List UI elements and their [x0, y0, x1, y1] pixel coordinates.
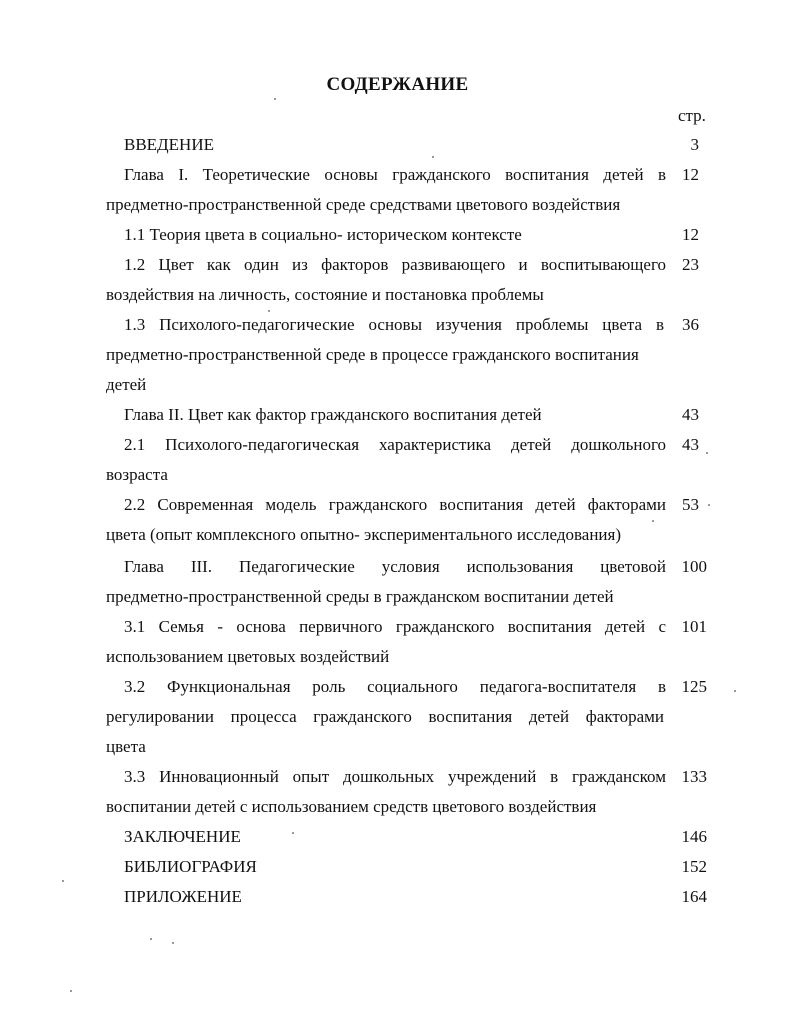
toc-entry-line: БИБЛИОГРАФИЯ [124, 857, 257, 876]
toc-entry-line: детей [106, 375, 147, 394]
toc-entry-line: предметно-пространственной среде в процессе гражданского воспитания [106, 345, 639, 364]
toc-entry-line: цвета (опыт комплексного опытно- экспериментального исследования) [106, 525, 622, 544]
toc-entry-line: Глава III. Педагогические условия использования цветовой [124, 557, 666, 576]
toc-entry-page: 3 [690, 135, 699, 154]
scan-speck [150, 938, 152, 940]
toc-entry-line: цвета [106, 737, 146, 756]
toc-entry-line: ЗАКЛЮЧЕНИЕ [124, 827, 241, 846]
page-title: СОДЕРЖАНИЕ [326, 74, 469, 95]
scan-speck [652, 520, 654, 522]
scan-speck [706, 452, 708, 454]
toc-entry-line: Глава I. Теоретические основы гражданского воспитания детей в [124, 165, 666, 184]
toc-entry-line: ВВЕДЕНИЕ [124, 135, 214, 154]
toc-entry-line: предметно-пространственной среде средствами цветового воздействия [106, 195, 621, 214]
toc-entry-line: ПРИЛОЖЕНИЕ [124, 887, 242, 906]
toc-entry-line: Глава II. Цвет как фактор гражданского воспитания детей [124, 405, 542, 424]
toc-entry-line: 2.1 Психолого-педагогическая характеристика детей дошкольного [124, 435, 666, 454]
scan-speck [268, 310, 270, 312]
toc-entry-line: 3.1 Семья - основа первичного гражданского воспитания детей с [124, 617, 666, 636]
toc-entry-page: 43 [682, 435, 699, 454]
scan-speck [734, 690, 736, 692]
toc-entry-line: 2.2 Современная модель гражданского воспитания детей факторами [124, 495, 666, 514]
toc-entry-page: 12 [682, 225, 699, 244]
toc-entry-line: 1.1 Теория цвета в социально- историческом контексте [124, 225, 522, 244]
toc-entry-page: 43 [682, 405, 699, 424]
scan-speck [292, 832, 294, 834]
scan-speck [70, 990, 72, 992]
toc-entry-page: 23 [682, 255, 699, 274]
toc-entry-page: 53 [682, 495, 699, 514]
toc-entry-page: 36 [682, 315, 699, 334]
scan-speck [172, 942, 174, 944]
scan-speck [432, 156, 434, 158]
scan-speck [274, 98, 276, 100]
toc-entry-line: возраста [106, 465, 168, 484]
toc-entry-line: использованием цветовых воздействий [106, 647, 390, 666]
toc-entry-line: 3.2 Функциональная роль социального педагога-воспитателя в [124, 677, 666, 696]
toc-entry-page: 125 [681, 677, 707, 696]
toc-entry-line: регулировании процесса гражданского воспитания детей факторами [106, 707, 664, 726]
toc-entry-line: предметно-пространственной среды в гражданском воспитании детей [106, 587, 614, 606]
scan-speck [708, 504, 710, 506]
toc-entry-line: 3.3 Инновационный опыт дошкольных учреждений в гражданском [124, 767, 666, 786]
toc-entry-page: 12 [682, 165, 699, 184]
toc-entry-page: 100 [681, 557, 707, 576]
toc-entry-page: 164 [681, 887, 707, 906]
toc-entry-page: 101 [681, 617, 707, 636]
toc-entry-line: воздействия на личность, состояние и постановка проблемы [106, 285, 544, 304]
toc-entry-page: 146 [681, 827, 707, 846]
pages-column-label: стр. [678, 106, 706, 125]
toc-entry-line: 1.2 Цвет как один из факторов развивающего и воспитывающего [124, 255, 666, 274]
toc-entry-page: 133 [681, 767, 707, 786]
scan-speck [62, 880, 64, 882]
toc-entry-line: 1.3 Психолого-педагогические основы изучения проблемы цвета в [124, 315, 664, 334]
toc-entry-line: воспитании детей с использованием средств цветового воздействия [106, 797, 597, 816]
toc-entry-page: 152 [681, 857, 707, 876]
